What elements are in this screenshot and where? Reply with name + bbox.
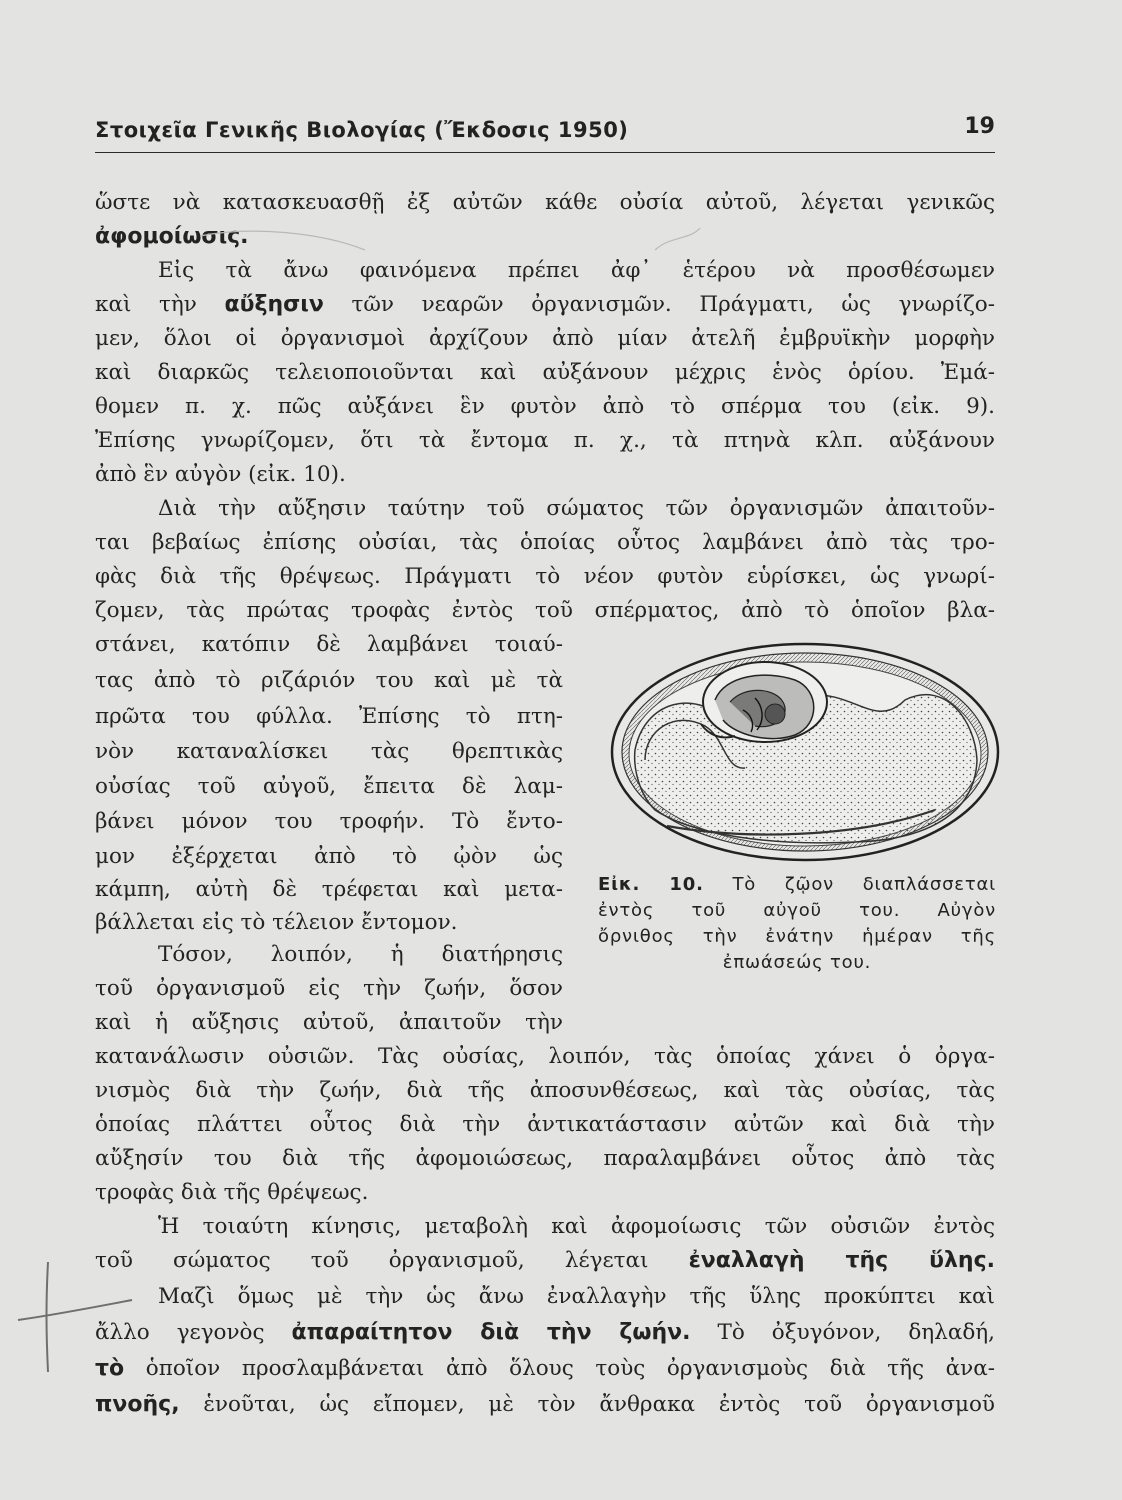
- running-header: [95, 112, 995, 153]
- text-line: Ἐπίσης γνωρίζομεν, ὅτι τὰ ἔντομα π. χ., τὰ πτηνὰ κλπ. αὐξάνουν: [95, 428, 995, 453]
- term-necessary: ἀπαραίτητον διὰ τὴν ζωήν.: [291, 1320, 691, 1345]
- text-line: ὥστε νὰ κατασκευασθῇ ἐξ αὐτῶν κάθε οὐσία αὐτοῦ, λέγεται γενικῶς: [95, 190, 995, 215]
- caption-line-4: ἐπωάσεώς του.: [722, 952, 872, 973]
- term-assimilation: ἀφομοίωσις.: [95, 224, 249, 249]
- text-line: αὔξησίν του διὰ τῆς ἀφομοιώσεως, παραλαμβάνει οὗτος ἀπὸ τὰς: [95, 1146, 995, 1171]
- text-line: Μαζὶ ὅμως μὲ τὴν ὡς ἄνω ἐναλλαγὴν τῆς ὕλης προκύπτει καὶ: [158, 1284, 995, 1309]
- caption-label: Εἰκ. 10.: [598, 874, 704, 895]
- text-line: οὐσίας τοῦ αὐγοῦ, ἔπειτα δὲ λαμ-: [95, 774, 563, 799]
- text-line: μεν, ὅλοι οἱ ὀργανισμοὶ ἀρχίζουν ἀπὸ μίαν ἀτελῆ ἐμβρυϊκὴν μορφὴν: [95, 326, 995, 351]
- text-line-breathing-end: [95, 1388, 995, 1422]
- text-line: στάνει, κατόπιν δὲ λαμβάνει τοιαύ-: [95, 632, 563, 657]
- text-fragment: Τὸ ὀξυγόνον, δηλαδή,: [690, 1320, 995, 1345]
- pencil-vertical-mark: [47, 1262, 49, 1372]
- term-breathing: πνοῆς,: [95, 1392, 180, 1417]
- egg-embryo-illustration: [605, 640, 1005, 870]
- text-line: ται βεβαίως ἐπίσης οὐσίαι, τὰς ὁποίας οὗτος λαμβάνει ἀπὸ τὰς τρο-: [95, 530, 995, 555]
- text-line-metabolism: [95, 1244, 995, 1278]
- text-fragment: ἄλλο γεγονὸς: [95, 1320, 292, 1345]
- text-line: νισμὸς διὰ τὴν ζωήν, διὰ τῆς ἀποσυνθέσεως, καὶ τὰς οὐσίας, τὰς: [95, 1078, 995, 1103]
- caption-line-2: ἐντὸς τοῦ αὐγοῦ του. Αὐγὸν: [598, 900, 996, 921]
- text-fragment: τῶν νεαρῶν ὀργανισμῶν. Πράγματι, ὡς γνωρίζο-: [323, 292, 995, 317]
- caption-line-3: ὄρνιθος τὴν ἐνάτην ἡμέραν τῆς: [598, 926, 996, 947]
- text-line: Τόσον, λοιπόν, ἡ διατήρησις: [158, 942, 563, 967]
- caption-line-1: [598, 872, 996, 898]
- text-line: τας ἀπὸ τὸ ριζάριόν του καὶ μὲ τὰ: [95, 668, 563, 693]
- text-fragment: ἑνοῦται, ὡς εἴπομεν, μὲ τὸν ἄνθρακα ἐντὸς τοῦ ὀργανισμοῦ: [179, 1392, 995, 1417]
- text-line: τροφὰς διὰ τῆς θρέψεως.: [95, 1180, 369, 1205]
- text-line-necessary: [95, 1316, 995, 1350]
- text-line: τοῦ ὀργανισμοῦ εἰς τὴν ζωήν, ὅσον: [95, 976, 563, 1001]
- text-line: ζομεν, τὰς πρώτας τροφὰς ἐντὸς τοῦ σπέρματος, ἀπὸ τὸ ὁποῖον βλα-: [95, 598, 995, 623]
- text-line: θομεν π. χ. πῶς αὐξάνει ἓν φυτὸν ἀπὸ τὸ σπέρμα του (εἰκ. 9).: [95, 394, 995, 419]
- text-fragment: ὁποῖον προσλαμβάνεται ἀπὸ ὅλους τοὺς ὀργανισμοὺς διὰ τῆς ἀνα-: [124, 1356, 995, 1381]
- text-line: Διὰ τὴν αὔξησιν ταύτην τοῦ σώματος τῶν ὀργανισμῶν ἀπαιτοῦν-: [158, 496, 995, 521]
- text-line-growth: [95, 288, 995, 322]
- term-growth: αὔξησιν: [224, 292, 324, 317]
- text-line: φὰς διὰ τῆς θρέψεως. Πράγματι τὸ νέον φυτὸν εὑρίσκει, ὡς γνωρί-: [95, 564, 995, 589]
- text-line: καὶ διαρκῶς τελειοποιοῦνται καὶ αὐξάνουν μέχρις ἑνὸς ὁρίου. Ἐμά-: [95, 360, 995, 385]
- text-fragment: τοῦ σώματος τοῦ ὀργανισμοῦ, λέγεται: [95, 1248, 689, 1273]
- text-line-breathing: [95, 1352, 995, 1386]
- term-breathing-prefix: τὸ: [95, 1356, 125, 1381]
- text-fragment: καὶ τὴν: [95, 292, 225, 317]
- text-line: Εἰς τὰ ἄνω φαινόμενα πρέπει ἀφ᾽ ἑτέρου νὰ προσθέσωμεν: [158, 258, 995, 283]
- text-line: πρῶτα του φύλλα. Ἐπίσης τὸ πτη-: [95, 704, 563, 729]
- figure-caption: [598, 872, 996, 976]
- text-line: βάνει μόνον του τροφήν. Τὸ ἔντο-: [95, 809, 563, 834]
- text-line: κατανάλωσιν οὐσιῶν. Τὰς οὐσίας, λοιπόν, τὰς ὁποίας χάνει ὁ ὀργα-: [95, 1044, 995, 1069]
- text-line: ἀπὸ ἓν αὐγὸν (εἰκ. 10).: [95, 462, 346, 487]
- text-line: Ἡ τοιαύτη κίνησις, μεταβολὴ καὶ ἀφομοίωσις τῶν οὐσιῶν ἐντὸς: [158, 1214, 995, 1239]
- text-line: νὸν καταναλίσκει τὰς θρεπτικὰς: [95, 739, 563, 764]
- text-line: καὶ ἡ αὔξησις αὐτοῦ, ἀπαιτοῦν τὴν: [95, 1010, 563, 1035]
- text-line: κάμπη, αὐτὴ δὲ τρέφεται καὶ μετα-: [95, 877, 563, 902]
- term-metabolism: ἐναλλαγὴ τῆς ὕλης.: [688, 1248, 995, 1273]
- page-number: 19: [964, 114, 995, 139]
- header-title: Στοιχεῖα Γενικῆς Βιολογίας (Ἔκδοσις 1950): [95, 118, 629, 142]
- text-line: μον ἐξέρχεται ἀπὸ τὸ ᾠὸν ὡς: [95, 844, 563, 869]
- text-line: ὁποίας πλάττει οὗτος διὰ τὴν ἀντικατάστασιν αὐτῶν καὶ διὰ τὴν: [95, 1112, 995, 1137]
- caption-text: Τὸ ζῷον διαπλάσσεται: [732, 874, 997, 895]
- text-line: βάλλεται εἰς τὸ τέλειον ἔντομον.: [95, 910, 458, 935]
